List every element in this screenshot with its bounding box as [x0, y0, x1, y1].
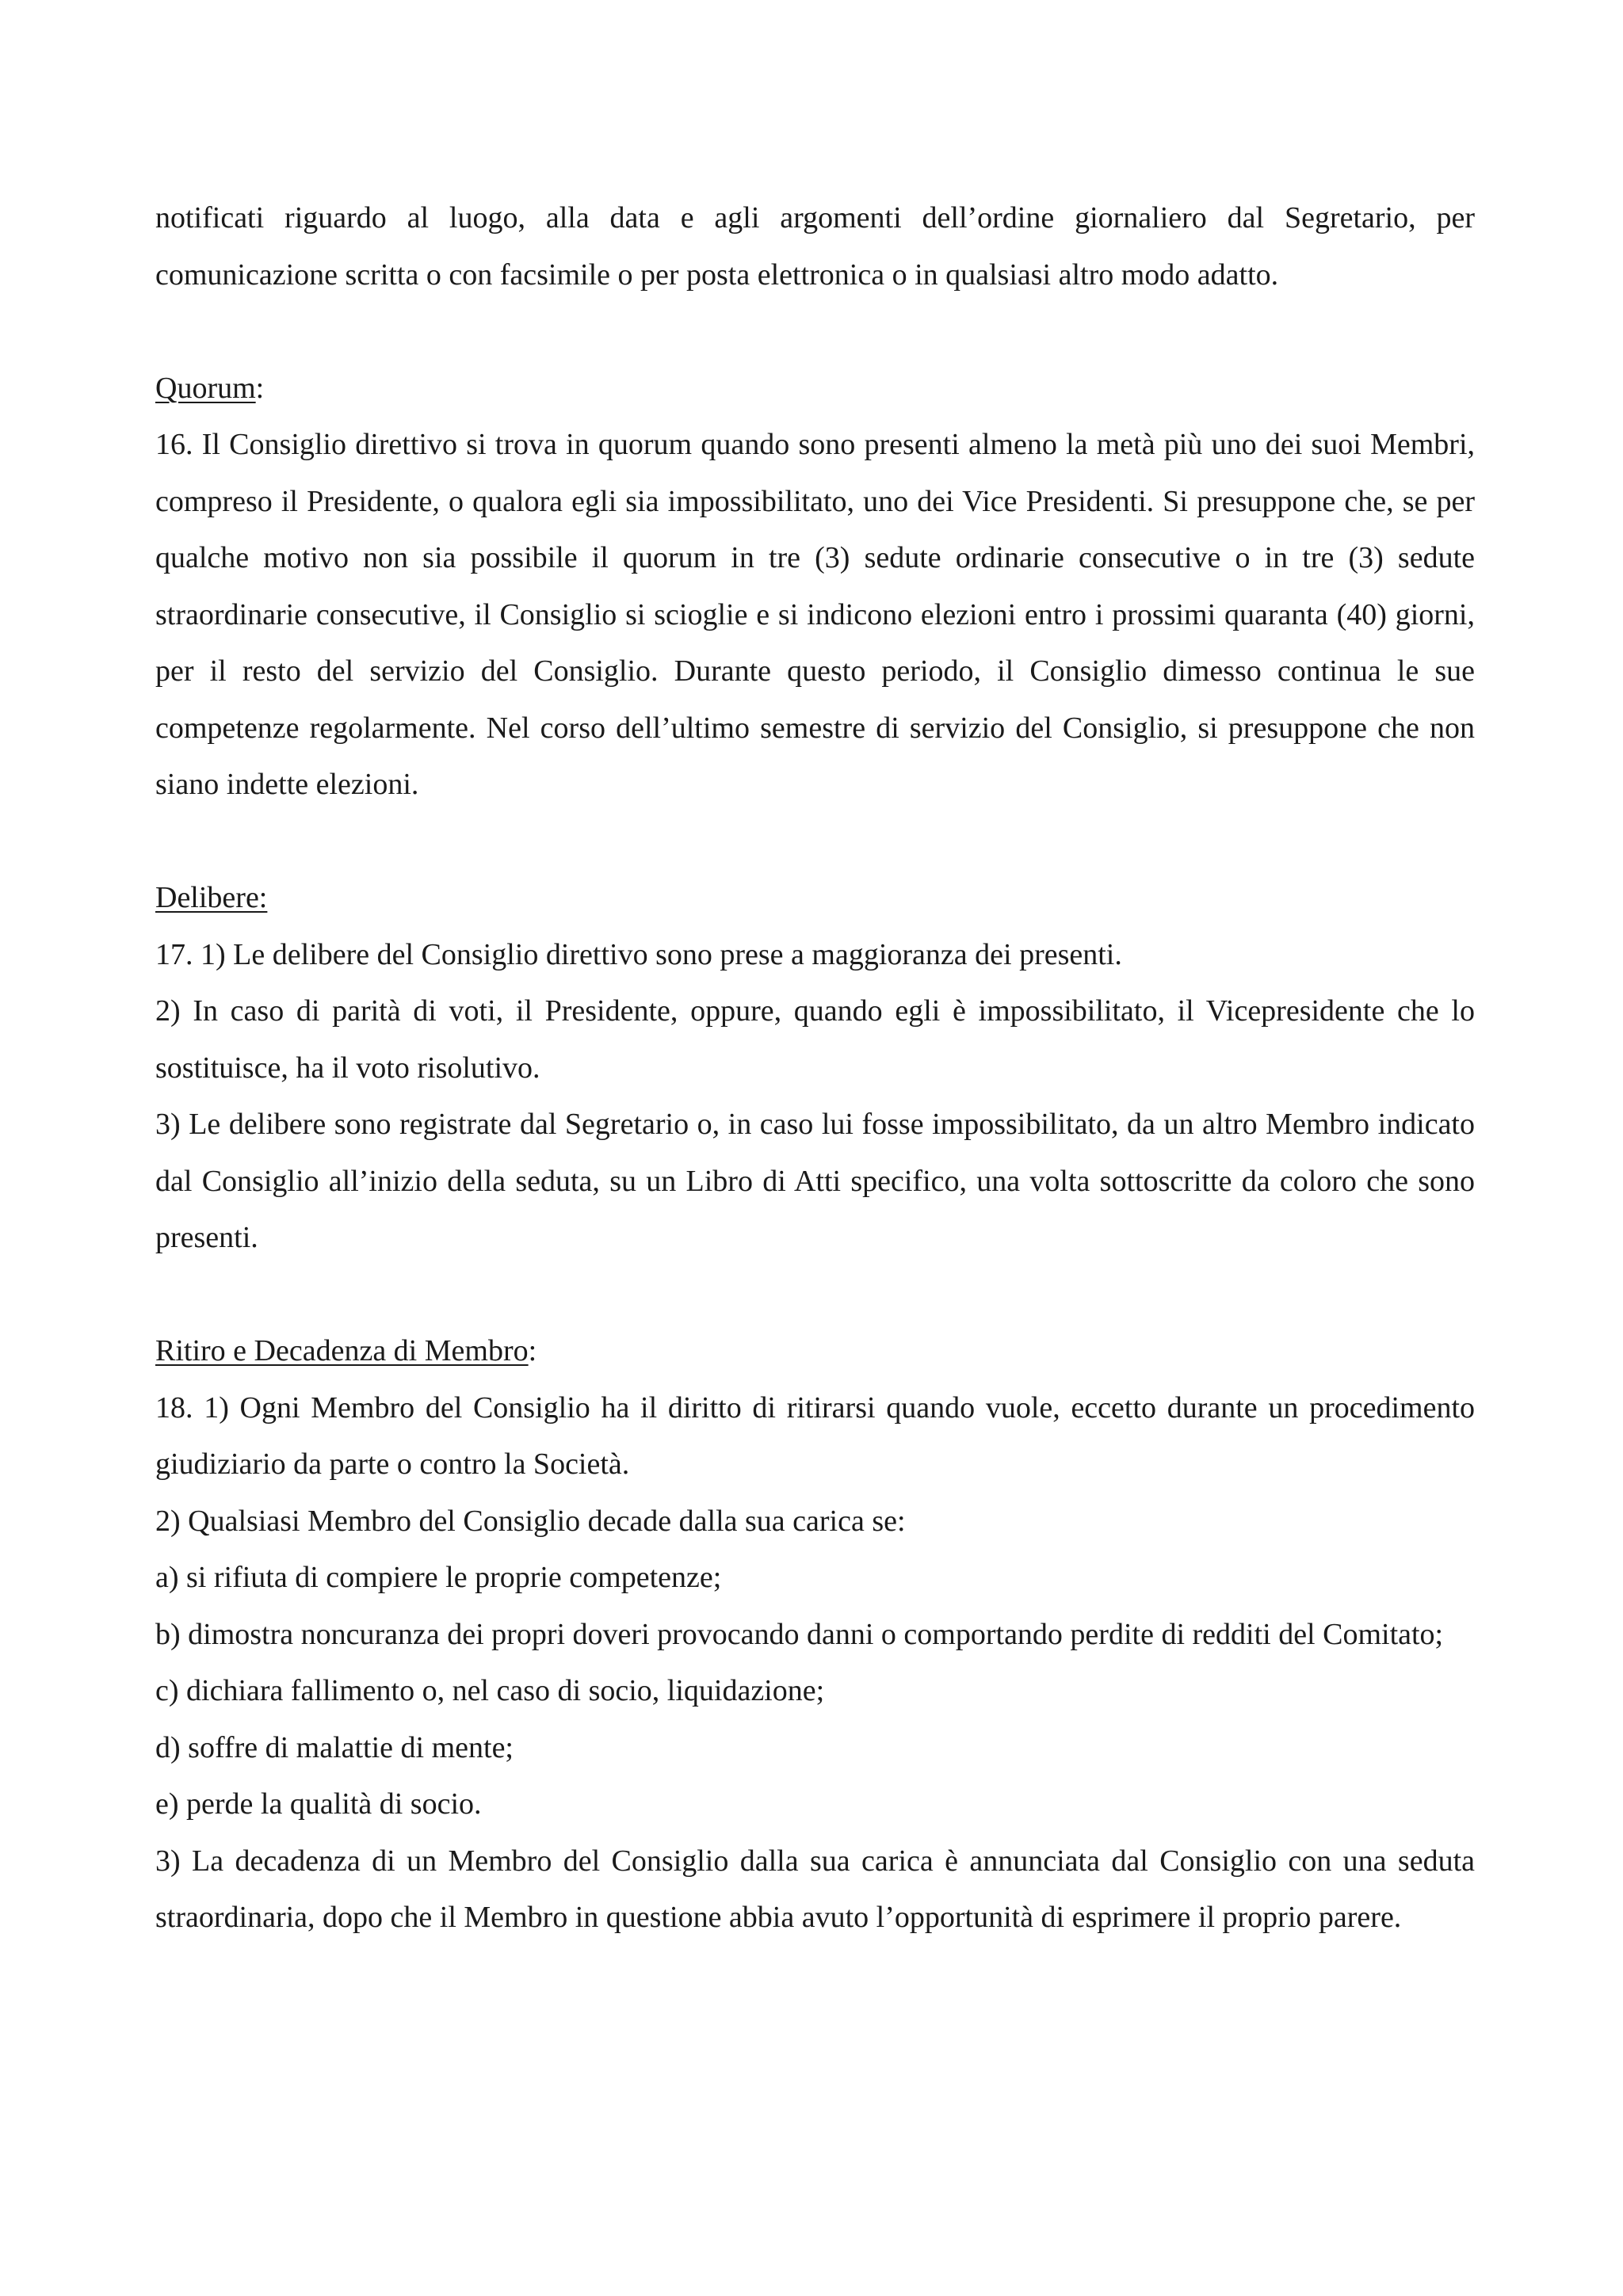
- ritiro-item-c: c) dichiara fallimento o, nel caso di socio, liquidazione;: [155, 1674, 825, 1707]
- delibere-item-3: 3) Le delibere sono registrate dal Segretario o, in caso lui fosse impossibilitato, da un altro Membro indicato dal Consiglio all’inizio della seduta, su un Libro di Atti specifico, una volta sottoscritte da coloro che sono presenti.: [155, 1108, 1475, 1254]
- delibere-item-2: 2) In caso di parità di voti, il Presidente, oppure, quando egli è impossibilitato, il Vicepresidente che lo sostituisce, ha il voto risolutivo.: [155, 994, 1475, 1085]
- ritiro-item-2: 2) Qualsiasi Membro del Consiglio decade dalla sua carica se:: [155, 1504, 906, 1538]
- ritiro-item-3: 3) La decadenza di un Membro del Consiglio dalla sua carica è annunciata dal Consiglio con una seduta straordinaria, dopo che il Membro in questione abbia avuto l’opportunità di esprimere il proprio parere.: [155, 1844, 1475, 1934]
- delibere-heading: [155, 870, 1475, 927]
- ritiro-heading-colon: :: [528, 1334, 537, 1367]
- delibere-heading-text: Delibere:: [155, 881, 268, 914]
- intro-paragraph: notificati riguardo al luogo, alla data e agli argomenti dell’ordine giornaliero dal Segretario, per comunicazione scritta o con facsimile o per posta elettronica o in qualsiasi altro modo adatto.: [155, 201, 1475, 292]
- quorum-heading-text: Quorum: [155, 371, 256, 405]
- ritiro-item-a: a) si rifiuta di compiere le proprie competenze;: [155, 1561, 722, 1594]
- ritiro-item-e: e) perde la qualità di socio.: [155, 1787, 482, 1821]
- quorum-paragraph: 16. Il Consiglio direttivo si trova in quorum quando sono presenti almeno la metà più uno dei suoi Membri, compreso il Presidente, o qualora egli sia impossibilitato, uno dei Vice Presidenti. Si presuppone che, se per qualche motivo non sia possibile il quorum in tre (3) sedute ordinarie consecutive o in tre (3) sedute straordinarie consecutive, il Consiglio si scioglie e si indicono elezioni entro i prossimi quaranta (40) giorni, per il resto del servizio del Consiglio. Durante questo periodo, il Consiglio dimesso continua le sue competenze regolarmente. Nel corso dell’ultimo semestre di servizio del Consiglio, si presuppone che non siano indette elezioni.: [155, 428, 1475, 801]
- ritiro-item-1: 18. 1) Ogni Membro del Consiglio ha il diritto di ritirarsi quando vuole, eccetto durante un procedimento giudiziario da parte o contro la Società.: [155, 1390, 1475, 1481]
- ritiro-item-d: d) soffre di malattie di mente;: [155, 1730, 514, 1764]
- document-page: [155, 190, 1475, 1947]
- quorum-heading: [155, 360, 1475, 418]
- delibere-item-1: 17. 1) Le delibere del Consiglio direttivo sono prese a maggioranza dei presenti.: [155, 937, 1122, 971]
- quorum-heading-colon: :: [255, 371, 265, 405]
- ritiro-heading: [155, 1323, 1475, 1380]
- ritiro-heading-text: Ritiro e Decadenza di Membro: [155, 1334, 529, 1367]
- ritiro-item-b: b) dimostra noncuranza dei propri doveri provocando danni o comportando perdite di redditi del Comitato;: [155, 1617, 1444, 1651]
